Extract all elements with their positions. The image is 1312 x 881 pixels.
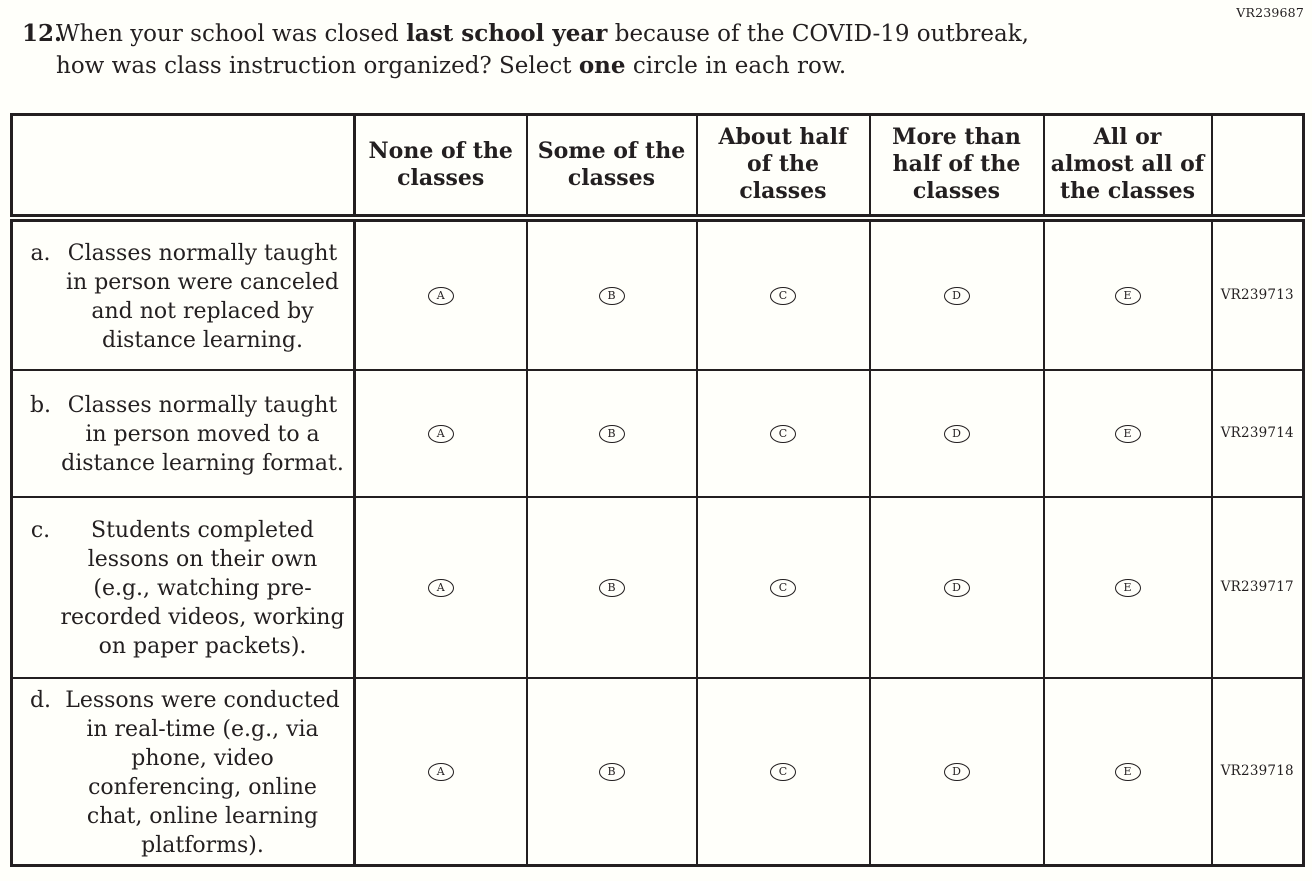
option-cell: [870, 218, 1044, 370]
row-letter: d.: [29, 687, 52, 713]
option-bubble-c[interactable]: C: [770, 763, 796, 781]
option-bubble-c[interactable]: C: [770, 579, 796, 597]
option-cell: [527, 497, 697, 678]
header-empty-code-cell: [1212, 115, 1304, 218]
option-bubble-e[interactable]: E: [1115, 579, 1141, 597]
row-text: Classes normally taught in person moved to a distance learning format.: [61, 393, 344, 476]
option-bubble-c[interactable]: C: [770, 287, 796, 305]
option-cell: [1044, 218, 1212, 370]
row-letter: b.: [29, 393, 52, 418]
question-text-segment: circle in each row.: [625, 53, 847, 79]
option-cell: [527, 370, 697, 497]
option-cell: [1044, 370, 1212, 497]
option-bubble-b[interactable]: B: [599, 579, 625, 597]
row-label-cell: [12, 370, 355, 497]
column-header: [870, 115, 1044, 218]
column-header-line: Some of the: [537, 137, 686, 164]
response-grid: [10, 113, 1305, 867]
option-bubble-a[interactable]: A: [428, 763, 454, 781]
row-label: [23, 516, 347, 661]
table-row: [12, 678, 1304, 866]
option-bubble-b[interactable]: B: [599, 763, 625, 781]
column-header: [1044, 115, 1212, 218]
option-bubble-d[interactable]: D: [944, 425, 970, 443]
row-label: [23, 391, 347, 478]
option-bubble-d[interactable]: D: [944, 287, 970, 305]
option-cell: [527, 218, 697, 370]
row-letter: c.: [30, 518, 51, 543]
column-header-line: More than: [892, 124, 1021, 151]
grid-body: [12, 218, 1304, 866]
option-cell: [697, 370, 870, 497]
option-cell: [870, 370, 1044, 497]
option-cell: [355, 497, 527, 678]
column-header-line: None of the: [368, 137, 513, 164]
question-text-bold-segment: one: [578, 52, 626, 79]
option-bubble-c[interactable]: C: [770, 425, 796, 443]
row-code: VR239713: [1212, 218, 1304, 370]
question-text-bold-segment: last school year: [406, 20, 608, 47]
column-header-line: classes: [397, 164, 485, 191]
option-cell: [697, 497, 870, 678]
option-cell: [697, 678, 870, 866]
form-code: VR239687: [1236, 5, 1304, 20]
row-label-cell: [12, 497, 355, 678]
row-text: Students completed lessons on their own (e.g., watching pre-recorded videos, working on paper packets).: [60, 518, 345, 659]
option-bubble-b[interactable]: B: [599, 287, 625, 305]
column-header-line: half of the: [892, 151, 1021, 178]
table-row: [12, 370, 1304, 497]
option-bubble-d[interactable]: D: [944, 763, 970, 781]
row-text: Lessons were conducted in real-time (e.g., via phone, video conferencing, online chat, online learning platforms).: [65, 687, 340, 858]
column-header-line: classes: [567, 164, 656, 191]
option-cell: [870, 497, 1044, 678]
header-row: [12, 115, 1304, 218]
option-cell: [355, 218, 527, 370]
option-cell: [527, 678, 697, 866]
question-text-segment: When your school was closed: [56, 21, 407, 47]
option-cell: [1044, 678, 1212, 866]
question-text-segment: because of the COVID-19 outbreak, how was class instruction organized? Select: [56, 21, 1029, 79]
row-label-cell: [12, 218, 355, 370]
column-header-line: almost all of: [1050, 151, 1205, 178]
row-code: VR239714: [1212, 370, 1304, 497]
table-row: [12, 497, 1304, 678]
column-header-line: of the: [747, 151, 819, 178]
option-bubble-b[interactable]: B: [599, 425, 625, 443]
question-block: [22, 18, 1066, 82]
option-cell: [1044, 497, 1212, 678]
row-text: Classes normally taught in person were canceled and not replaced by distance learning.: [66, 240, 339, 353]
option-cell: [355, 678, 527, 866]
column-header-line: classes: [912, 178, 1001, 205]
column-header-line: the classes: [1060, 178, 1195, 205]
column-header-line: classes: [739, 178, 827, 205]
option-bubble-a[interactable]: A: [428, 579, 454, 597]
option-bubble-e[interactable]: E: [1115, 287, 1141, 305]
question-text: [56, 18, 1066, 82]
option-bubble-e[interactable]: E: [1115, 763, 1141, 781]
header-empty-label-cell: [12, 115, 355, 218]
option-bubble-e[interactable]: E: [1115, 425, 1141, 443]
option-cell: [870, 678, 1044, 866]
column-header: [527, 115, 697, 218]
column-header-line: About half: [718, 124, 848, 151]
question-number: 12.: [22, 20, 63, 47]
row-code: VR239717: [1212, 497, 1304, 678]
option-cell: [355, 370, 527, 497]
row-letter: a.: [30, 240, 51, 266]
column-header: [697, 115, 870, 218]
row-label: [23, 686, 347, 860]
row-label: [23, 239, 347, 355]
column-header: [355, 115, 527, 218]
option-bubble-a[interactable]: A: [428, 425, 454, 443]
table-row: [12, 218, 1304, 370]
option-cell: [697, 218, 870, 370]
row-label-cell: [12, 678, 355, 866]
option-bubble-d[interactable]: D: [944, 579, 970, 597]
column-header-line: All or: [1093, 124, 1162, 151]
option-bubble-a[interactable]: A: [428, 287, 454, 305]
row-code: VR239718: [1212, 678, 1304, 866]
